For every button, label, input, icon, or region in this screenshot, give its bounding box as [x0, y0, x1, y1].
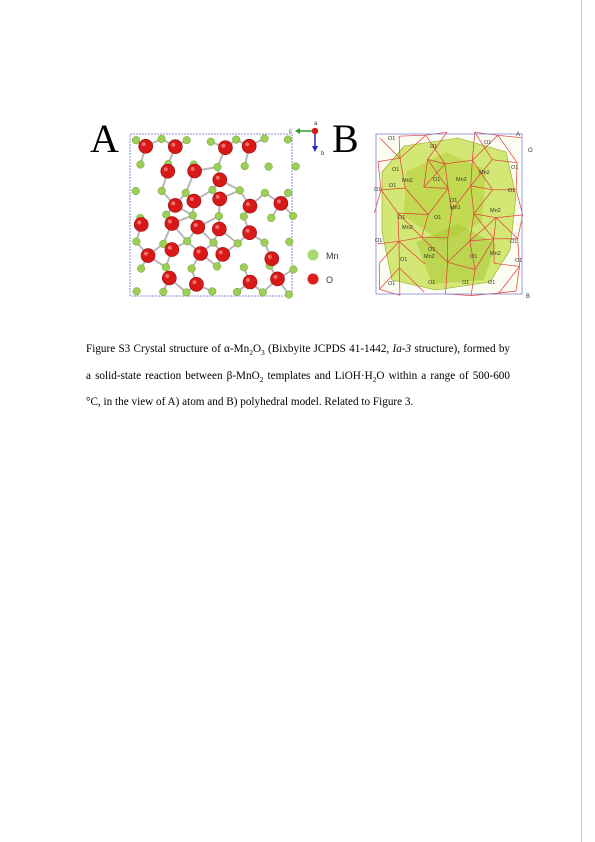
mn-atom — [188, 265, 196, 273]
mn-atom — [289, 212, 297, 220]
caption-text: (Bixbyite JCPDS 41-1442, — [264, 343, 393, 355]
o-atom — [265, 252, 279, 266]
mn-atom — [182, 189, 190, 197]
label-o1: O1 — [428, 247, 436, 253]
o-atom-highlight — [245, 142, 249, 146]
mn-atom — [240, 213, 248, 221]
o-atom-highlight — [221, 144, 225, 148]
mn-atom — [286, 238, 294, 246]
o-atom-highlight — [164, 167, 168, 171]
corner-b-label: B — [526, 294, 531, 300]
mn-atom — [132, 187, 140, 195]
label-o1: O1 — [488, 280, 496, 286]
o-atom-highlight — [190, 197, 194, 201]
figure-s3-graphic — [86, 112, 546, 307]
o-atom — [213, 173, 227, 187]
label-o1: O1 — [388, 136, 396, 142]
o-atom-highlight — [215, 225, 219, 229]
mn-atom — [259, 289, 267, 297]
mn-atom — [265, 163, 273, 171]
panel-a-label: A — [90, 116, 119, 161]
o-atom — [134, 218, 148, 232]
o-atom — [243, 226, 257, 240]
o-atom-highlight — [144, 252, 148, 256]
o-atom-highlight — [246, 229, 250, 233]
axes-indicator — [289, 121, 325, 157]
o-atom — [168, 198, 182, 212]
label-o1: O1 — [508, 188, 516, 194]
label-mn2: Mn2 — [479, 170, 490, 176]
page-edge-line — [581, 0, 582, 842]
mn-atom — [183, 289, 191, 297]
o-atom — [165, 217, 179, 231]
label-o1: O1 — [434, 215, 442, 221]
polyhedral-model — [374, 132, 533, 300]
caption-subscript: 2 — [259, 374, 264, 384]
mn-atom — [213, 263, 221, 271]
mn-atom — [261, 189, 269, 197]
o-atom — [141, 249, 155, 263]
label-mn1: Mn1 — [450, 205, 461, 211]
label-mn2: Mn2 — [424, 254, 435, 260]
mn-atom — [133, 288, 141, 296]
caption-subscript: 2 — [249, 348, 253, 358]
mn-atom — [158, 187, 166, 195]
o-atom — [139, 139, 153, 153]
o-atom-highlight — [194, 223, 198, 227]
mn-atom — [236, 187, 244, 195]
mn-atom — [284, 189, 292, 197]
o-atom-highlight — [216, 176, 220, 180]
mn-atom — [209, 288, 217, 296]
o-atom — [213, 192, 227, 206]
mn-atom — [284, 136, 292, 144]
mn-atom — [137, 161, 145, 169]
atom-legend — [308, 250, 339, 286]
figure-s3 — [86, 112, 546, 307]
mn-atom — [207, 138, 215, 146]
legend-mn-label: Mn — [326, 251, 339, 261]
mn-atom — [160, 288, 168, 296]
corner-a-label: A — [516, 132, 521, 138]
o-atom-highlight — [246, 278, 250, 282]
o-atom — [218, 141, 232, 155]
o-atom — [162, 271, 176, 285]
mn-atom — [214, 163, 222, 171]
label-mn2: Mn2 — [402, 225, 413, 231]
caption-space-group: Ia-3 — [392, 343, 412, 355]
label-o1: O1 — [462, 280, 470, 286]
legend-o-swatch — [308, 274, 319, 285]
mn-atom — [132, 136, 140, 144]
label-o1: O1 — [398, 215, 406, 221]
label-o1: O1 — [375, 238, 383, 244]
label-o1: O1 — [400, 257, 408, 263]
label-o1: O1 — [389, 183, 397, 189]
o-atom — [168, 140, 182, 154]
o-atom — [161, 164, 175, 178]
o-atom-highlight — [192, 280, 196, 284]
mn-atom — [158, 135, 166, 143]
o-atom-highlight — [168, 220, 172, 224]
mn-atom — [133, 238, 141, 246]
mn-atom — [261, 135, 269, 143]
mn-atom — [233, 288, 241, 296]
label-mn2: Mn2 — [402, 178, 413, 184]
atom-model — [132, 135, 300, 299]
label-o1: O1 — [374, 187, 382, 193]
mn-atom — [183, 238, 191, 246]
label-o1: O1 — [428, 280, 436, 286]
corner-o-label: O — [528, 148, 533, 154]
axis-c-label: c — [289, 129, 292, 135]
label-mn2: Mn2 — [490, 208, 501, 214]
figure-caption — [86, 336, 510, 416]
label-mn2: Mn2 — [490, 251, 501, 257]
o-atom-highlight — [268, 255, 272, 259]
axis-b-label: b — [321, 151, 325, 157]
o-atom-highlight — [137, 221, 141, 225]
mn-atom — [210, 239, 218, 247]
label-o1: O1 — [515, 258, 523, 264]
o-atom — [243, 199, 257, 213]
o-atom — [212, 222, 226, 236]
label-o1: O1 — [511, 165, 519, 171]
caption-subscript: 2 — [372, 374, 377, 384]
label-o1: O1 — [388, 281, 396, 287]
polyhedron-edge — [399, 268, 400, 295]
o-atom — [194, 247, 208, 261]
mn-atom — [162, 264, 170, 272]
o-atom-highlight — [168, 246, 172, 250]
o-atom — [242, 139, 256, 153]
o-atom — [165, 243, 179, 257]
o-atom — [187, 194, 201, 208]
unit-cell-a — [130, 134, 292, 296]
axis-a-label: a — [314, 121, 318, 127]
o-atom — [188, 164, 202, 178]
label-o1: O1 — [470, 254, 478, 260]
o-atom-highlight — [191, 167, 195, 171]
panel-b-label: B — [332, 116, 359, 161]
o-atom-highlight — [171, 143, 175, 147]
label-o1: O1 — [392, 167, 400, 173]
o-atom — [271, 272, 285, 286]
mn-atom — [137, 265, 145, 273]
mn-atom — [267, 214, 275, 222]
mn-atom — [290, 266, 298, 274]
o-atom-highlight — [142, 142, 146, 146]
mn-atom — [189, 212, 197, 220]
o-atom-highlight — [219, 250, 223, 254]
caption-text: templates and LiOH·H — [263, 369, 373, 382]
legend-mn-swatch — [308, 250, 319, 261]
mn-atom — [215, 212, 223, 220]
mn-atom — [261, 239, 269, 247]
legend-o-label: O — [326, 275, 334, 285]
mn-atom — [209, 186, 217, 194]
o-atom-highlight — [246, 202, 250, 206]
mn-atom — [234, 240, 242, 248]
o-atom-highlight — [165, 274, 169, 278]
caption-text: structure), formed by a solid-state reaction between β-MnO — [86, 343, 511, 382]
mn-atom — [183, 136, 191, 144]
caption-text: O within a range of 500-600 °C, in the view of A) atom and B) polyhedral model. Related to Figure 3. — [86, 369, 510, 408]
o-atom — [189, 277, 203, 291]
mn-atom — [292, 163, 300, 171]
caption-text: O — [252, 343, 262, 355]
mn-atom — [232, 136, 240, 144]
mn-atom — [240, 264, 248, 272]
label-mn2: Mn2 — [456, 177, 467, 183]
label-o1: O1 — [433, 177, 441, 183]
polyhedron-edge — [422, 237, 448, 238]
o-atom — [191, 220, 205, 234]
o-atom-highlight — [274, 275, 278, 279]
caption-subscript: 3 — [261, 348, 265, 358]
caption-text: Figure S3 Crystal structure of α-Mn — [86, 343, 250, 355]
label-o1: O1 — [510, 239, 518, 245]
o-atom-highlight — [277, 199, 281, 203]
label-o1: O1 — [484, 140, 492, 146]
o-atom-highlight — [171, 201, 175, 205]
label-o1: O1 — [430, 144, 438, 150]
mn-atom — [241, 162, 249, 170]
o-atom — [274, 196, 288, 210]
o-atom-highlight — [197, 250, 201, 254]
o-atom — [243, 275, 257, 289]
o-atom — [216, 247, 230, 261]
mn-atom — [285, 291, 293, 299]
o-atom-highlight — [216, 195, 220, 199]
label-o1: O1 — [450, 198, 458, 204]
